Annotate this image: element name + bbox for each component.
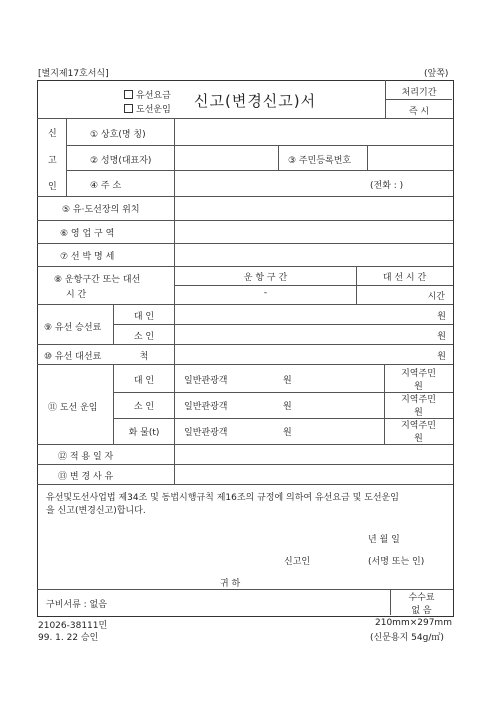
won-unit: 원 <box>414 434 423 444</box>
phone-label: (전화 : ) <box>370 181 404 191</box>
won-unit: 원 <box>437 332 446 342</box>
child-label: 소 인 <box>133 402 155 412</box>
won-unit: 원 <box>437 312 446 322</box>
fare-checkbox[interactable]: 유선요금 <box>124 88 171 101</box>
charter-header: 대 선 시 간 <box>382 273 427 283</box>
won-unit: 원 <box>283 376 292 386</box>
route-label: ⑧ 운항구간 또는 대선 <box>54 275 141 285</box>
child-label: 소 인 <box>133 332 155 342</box>
local-resident-label: 지역주민 <box>401 421 436 431</box>
ferry-fare-label: ⑪ 도선 운임 <box>48 403 98 413</box>
won-unit: 원 <box>414 382 423 392</box>
route-label-cont: 시 간 <box>66 290 87 300</box>
charter-fare-label: ⑩ 유선 대선료 <box>44 352 102 362</box>
ship-spec-label: ⑦ 선 박 명 세 <box>60 252 115 262</box>
business-name-label: ① 상호(명 칭) <box>90 130 146 140</box>
won-unit: 원 <box>437 352 446 362</box>
signature-label: (서명 또는 인) <box>368 557 425 567</box>
date-line: 년 월 일 <box>368 535 400 545</box>
business-area-label: ⑥ 영 업 구 역 <box>60 229 115 239</box>
checkbox-icon <box>124 90 133 99</box>
approval-date: 99. 1. 22 승인 <box>38 633 99 643</box>
general-tourist-label: 일반관광객 <box>184 376 228 386</box>
fee-label: 수수료 <box>408 593 435 603</box>
required-docs: 구비서류 : 없음 <box>46 600 107 610</box>
local-resident-label: 지역주민 <box>401 395 436 405</box>
applicant-side-char: 고 <box>48 156 57 166</box>
won-unit: 원 <box>414 408 423 418</box>
cargo-label: 화 물(t) <box>128 428 160 438</box>
adult-label: 대 인 <box>133 312 155 322</box>
paper-size: 210mm×297mm <box>375 618 452 628</box>
route-dash: - <box>263 288 268 298</box>
passenger-fare-label: ⑨ 유선 승선료 <box>44 323 102 333</box>
applicant-side-char: 인 <box>48 182 57 192</box>
address-label: ④ 주 소 <box>90 181 122 191</box>
checkbox-icon <box>124 104 133 113</box>
general-tourist-label: 일반관광객 <box>184 428 228 438</box>
form-code: 21026-38111민 <box>38 621 108 631</box>
paper-type: (신문용지 54g/㎡) <box>370 633 444 643</box>
resident-number-label: ③ 주민등록번호 <box>288 156 352 166</box>
form-number: [별지제17호서식] <box>38 69 109 79</box>
won-unit: 원 <box>283 428 292 438</box>
declaration-text: 유선및도선사업법 제34조 및 동법시행규칙 제16조의 규정에 의하여 유선요금 및 도선운임 <box>46 493 399 503</box>
applicant-side-char: 신 <box>48 129 57 139</box>
page-side-label: (앞쪽) <box>424 69 449 79</box>
change-reason-label: ⑬ 변 경 사 유 <box>58 472 114 482</box>
local-resident-label: 지역주민 <box>401 369 436 379</box>
signer-label: 신고인 <box>284 557 311 567</box>
route-header: 운 항 구 간 <box>243 273 288 283</box>
declaration-text-cont: 을 신고(변경신고)합니다. <box>46 506 146 516</box>
addressee-label: 귀 하 <box>220 579 241 589</box>
charter-unit: 시간 <box>427 292 445 302</box>
location-label: ⑤ 유·도선장의 위치 <box>62 205 140 215</box>
won-unit: 원 <box>283 402 292 412</box>
ferry-checkbox[interactable]: 도선운임 <box>124 102 171 115</box>
fee-value: 없 음 <box>411 606 432 616</box>
apply-date-label: ⑫ 적 용 일 자 <box>58 452 114 462</box>
per-ship-label: 척 <box>139 352 149 362</box>
form-title: 신고(변경신고)서 <box>194 92 317 110</box>
general-tourist-label: 일반관광객 <box>184 402 228 412</box>
processing-period-label: 처리기간 <box>401 88 437 98</box>
representative-label: ② 성명(대표자) <box>90 156 152 166</box>
adult-label: 대 인 <box>133 376 155 386</box>
processing-period-value: 즉 시 <box>408 107 430 117</box>
